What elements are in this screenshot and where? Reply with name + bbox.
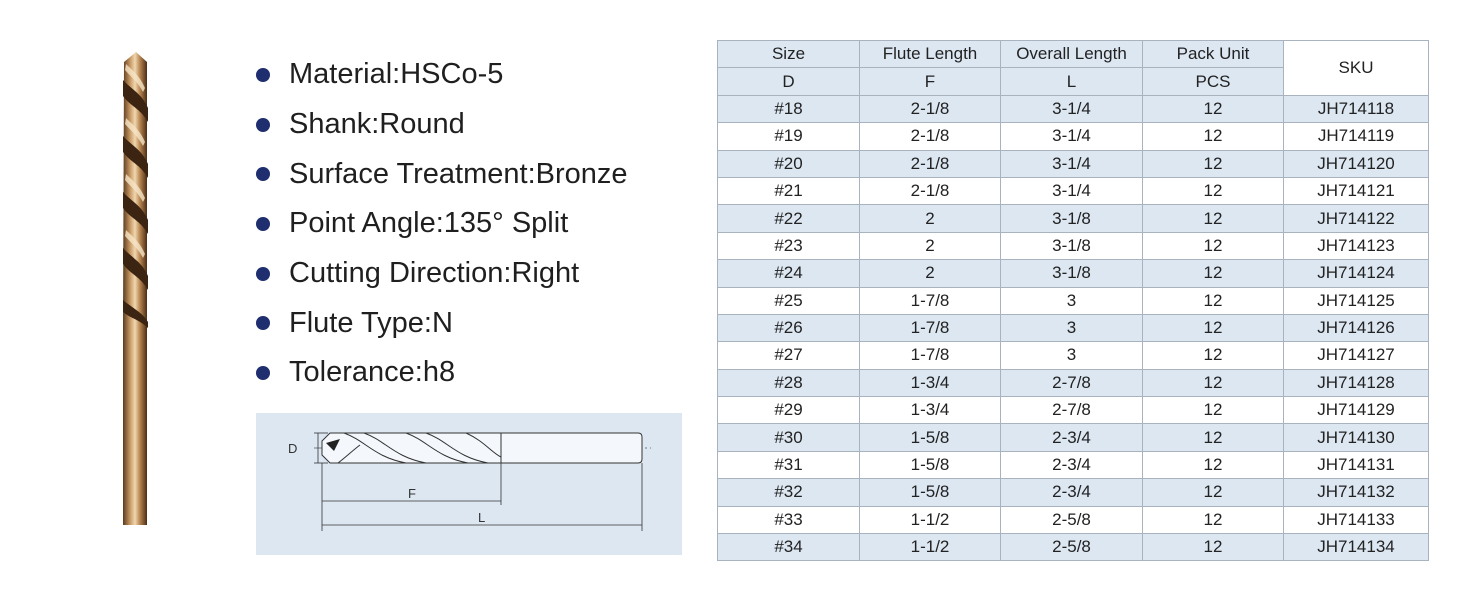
spec-item-shank: Shank : Round (256, 100, 628, 150)
cell-sku: JH714123 (1284, 232, 1429, 259)
cell-sku: JH714129 (1284, 397, 1429, 424)
table-row (718, 287, 1429, 314)
spec-value: N (431, 306, 453, 339)
cell-size: #33 (718, 506, 860, 533)
table-row (718, 177, 1429, 204)
cell-sku: JH714122 (1284, 205, 1429, 232)
cell-sku: JH714128 (1284, 369, 1429, 396)
unit-flute-length: F (860, 68, 1001, 95)
drill-schematic (256, 413, 682, 555)
cell-pack-unit: 12 (1143, 314, 1284, 341)
dim-label-f: F (408, 486, 416, 501)
cell-flute-length: 2 (860, 205, 1001, 232)
spec-list (256, 50, 628, 398)
cell-sku: JH714127 (1284, 342, 1429, 369)
cell-overall-length: 3-1/4 (1001, 123, 1143, 150)
cell-size: #26 (718, 314, 860, 341)
unit-size: D (718, 68, 860, 95)
cell-flute-length: 1-1/2 (860, 534, 1001, 561)
table-row (718, 260, 1429, 287)
cell-sku: JH714134 (1284, 534, 1429, 561)
cell-flute-length: 1-7/8 (860, 342, 1001, 369)
cell-overall-length: 2-5/8 (1001, 534, 1143, 561)
table-row (718, 397, 1429, 424)
cell-size: #24 (718, 260, 860, 287)
spec-value: 135° Split (443, 207, 569, 240)
cell-size: #31 (718, 451, 860, 478)
cell-pack-unit: 12 (1143, 287, 1284, 314)
spec-label: Point Angle (289, 207, 436, 240)
cell-sku: JH714130 (1284, 424, 1429, 451)
table-row (718, 123, 1429, 150)
cell-size: #19 (718, 123, 860, 150)
cell-pack-unit: 12 (1143, 451, 1284, 478)
dimension-diagram (256, 413, 682, 555)
table-row (718, 424, 1429, 451)
cell-flute-length: 2 (860, 232, 1001, 259)
cell-flute-length: 1-3/4 (860, 397, 1001, 424)
size-sku-table (717, 40, 1429, 561)
cell-flute-length: 2-1/8 (860, 177, 1001, 204)
spec-item-tolerance: Tolerance : h8 (256, 348, 628, 398)
cell-overall-length: 3 (1001, 287, 1143, 314)
cell-pack-unit: 12 (1143, 260, 1284, 287)
spec-value: Round (379, 108, 465, 141)
cell-sku: JH714120 (1284, 150, 1429, 177)
cell-sku: JH714118 (1284, 95, 1429, 122)
spec-item-cutting-direction: Cutting Direction : Right (256, 249, 628, 299)
spec-value: Bronze (535, 157, 628, 190)
table-row (718, 342, 1429, 369)
cell-sku: JH714126 (1284, 314, 1429, 341)
spec-label: Material (289, 58, 393, 91)
table-row (718, 506, 1429, 533)
cell-flute-length: 2-1/8 (860, 150, 1001, 177)
spec-value: h8 (422, 356, 456, 389)
table-row (718, 451, 1429, 478)
spec-label: Cutting Direction (289, 257, 504, 290)
cell-flute-length: 2 (860, 260, 1001, 287)
drill-bit-image (112, 50, 158, 528)
cell-pack-unit: 12 (1143, 123, 1284, 150)
cell-size: #34 (718, 534, 860, 561)
table-row (718, 205, 1429, 232)
header-pack-unit: Pack Unit (1143, 41, 1284, 68)
cell-sku: JH714133 (1284, 506, 1429, 533)
bullet-icon (256, 118, 270, 132)
cell-overall-length: 2-7/8 (1001, 369, 1143, 396)
table-row (718, 232, 1429, 259)
cell-pack-unit: 12 (1143, 177, 1284, 204)
bullet-icon (256, 68, 270, 82)
spec-label: Flute Type (289, 306, 424, 339)
cell-pack-unit: 12 (1143, 150, 1284, 177)
bullet-icon (256, 366, 270, 380)
cell-size: #21 (718, 177, 860, 204)
cell-size: #27 (718, 342, 860, 369)
cell-flute-length: 2-1/8 (860, 95, 1001, 122)
bullet-icon (256, 316, 270, 330)
cell-overall-length: 2-5/8 (1001, 506, 1143, 533)
cell-overall-length: 3 (1001, 342, 1143, 369)
cell-flute-length: 1-5/8 (860, 479, 1001, 506)
header-sku: SKU (1284, 41, 1429, 96)
spec-item-flute-type: Flute Type : N (256, 298, 628, 348)
cell-pack-unit: 12 (1143, 95, 1284, 122)
bullet-icon (256, 167, 270, 181)
cell-pack-unit: 12 (1143, 534, 1284, 561)
spec-value: Right (511, 257, 580, 290)
cell-overall-length: 3-1/4 (1001, 95, 1143, 122)
cell-flute-length: 1-7/8 (860, 314, 1001, 341)
cell-pack-unit: 12 (1143, 424, 1284, 451)
cell-sku: JH714119 (1284, 123, 1429, 150)
cell-overall-length: 3-1/8 (1001, 232, 1143, 259)
table-row (718, 534, 1429, 561)
header-flute-length: Flute Length (860, 41, 1001, 68)
cell-overall-length: 2-3/4 (1001, 479, 1143, 506)
cell-sku: JH714124 (1284, 260, 1429, 287)
unit-pack: PCS (1143, 68, 1284, 95)
table-row (718, 369, 1429, 396)
cell-size: #22 (718, 205, 860, 232)
cell-size: #32 (718, 479, 860, 506)
header-size: Size (718, 41, 860, 68)
table-body (718, 95, 1429, 561)
dim-label-d: D (288, 441, 298, 456)
cell-overall-length: 2-7/8 (1001, 397, 1143, 424)
spec-label: Tolerance (289, 356, 415, 389)
cell-size: #30 (718, 424, 860, 451)
cell-sku: JH714132 (1284, 479, 1429, 506)
cell-sku: JH714131 (1284, 451, 1429, 478)
cell-overall-length: 2-3/4 (1001, 424, 1143, 451)
cell-size: #25 (718, 287, 860, 314)
cell-overall-length: 3-1/4 (1001, 177, 1143, 204)
cell-pack-unit: 12 (1143, 506, 1284, 533)
cell-flute-length: 1-1/2 (860, 506, 1001, 533)
cell-flute-length: 1-5/8 (860, 451, 1001, 478)
cell-size: #20 (718, 150, 860, 177)
cell-pack-unit: 12 (1143, 479, 1284, 506)
bullet-icon (256, 217, 270, 231)
cell-pack-unit: 12 (1143, 205, 1284, 232)
cell-overall-length: 3-1/4 (1001, 150, 1143, 177)
spec-item-point-angle: Point Angle : 135° Split (256, 199, 628, 249)
table-row (718, 95, 1429, 122)
spec-label: Shank (289, 108, 372, 141)
table-row (718, 314, 1429, 341)
cell-overall-length: 3-1/8 (1001, 205, 1143, 232)
cell-sku: JH714125 (1284, 287, 1429, 314)
cell-size: #29 (718, 397, 860, 424)
bullet-icon (256, 267, 270, 281)
cell-size: #23 (718, 232, 860, 259)
cell-overall-length: 2-3/4 (1001, 451, 1143, 478)
cell-flute-length: 2-1/8 (860, 123, 1001, 150)
spec-label: Surface Treatment (289, 157, 528, 190)
cell-flute-length: 1-7/8 (860, 287, 1001, 314)
spec-item-surface-treatment: Surface Treatment : Bronze (256, 149, 628, 199)
cell-pack-unit: 12 (1143, 342, 1284, 369)
table-row (718, 479, 1429, 506)
cell-pack-unit: 12 (1143, 369, 1284, 396)
dim-label-l: L (478, 510, 486, 525)
cell-pack-unit: 12 (1143, 232, 1284, 259)
table-row (718, 150, 1429, 177)
cell-sku: JH714121 (1284, 177, 1429, 204)
cell-size: #28 (718, 369, 860, 396)
table-header-row (718, 41, 1429, 68)
spec-item-material: Material : HSCo-5 (256, 50, 628, 100)
cell-overall-length: 3 (1001, 314, 1143, 341)
cell-pack-unit: 12 (1143, 397, 1284, 424)
header-overall-length: Overall Length (1001, 41, 1143, 68)
cell-size: #18 (718, 95, 860, 122)
cell-flute-length: 1-3/4 (860, 369, 1001, 396)
cell-overall-length: 3-1/8 (1001, 260, 1143, 287)
cell-flute-length: 1-5/8 (860, 424, 1001, 451)
unit-overall-length: L (1001, 68, 1143, 95)
spec-value: HSCo-5 (400, 58, 504, 91)
